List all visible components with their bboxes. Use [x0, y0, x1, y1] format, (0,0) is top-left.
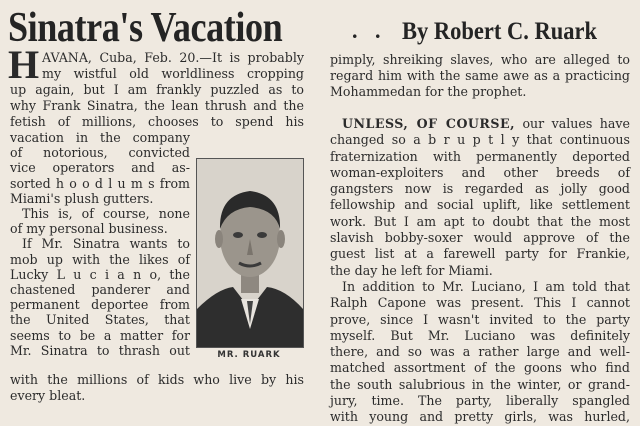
text-line: Lucky L u c i a n o, the [10, 266, 190, 282]
text-line: seems to be a matter for [10, 327, 190, 343]
text-line: chastened panderer and [10, 282, 190, 298]
text-line: fraternization with permanently deported [330, 148, 630, 164]
text-line: why Frank Sinatra, the lean thrush and the [10, 98, 304, 113]
text-line: woman-exploiters and other breeds of [330, 164, 630, 180]
text-line: pimply, shreiking slaves, who are alleged to [330, 52, 630, 67]
text-line: matched assortment of the goons who find [330, 360, 630, 376]
text-line: AVANA, Cuba, Feb. 20.—It is probably [42, 50, 304, 65]
subhead: UNLESS, OF COURSE, [342, 116, 515, 131]
column-1-top [42, 50, 304, 82]
drop-cap: H [8, 42, 40, 87]
text-line: If Mr. Sinatra wants to [22, 236, 190, 252]
text-line: the day he left for Miami. [330, 262, 493, 278]
text-line: with the millions of kids who live by his [10, 372, 304, 387]
text-line: This is, of course, none [22, 206, 190, 222]
text-line: sorted h o o d l u m s from [10, 175, 190, 191]
text-line: permanent deportee from [10, 297, 190, 313]
column-1-narrow [10, 130, 190, 358]
column-1-top-full [10, 82, 304, 130]
text-line [330, 116, 630, 132]
text-line: every bleat. [10, 388, 86, 403]
text-line: jury, time. The party, liberally spangled [330, 393, 630, 409]
text-line: vacation in the company [10, 130, 190, 145]
text-line: of my personal business. [10, 221, 168, 237]
text-line: fetish of millions, chooses to spend his [10, 114, 304, 129]
headline: Sinatra's Vacation [8, 5, 283, 51]
text-line: fellowship and social uplift, like settlement [330, 197, 630, 213]
text-line: work. But I am apt to doubt that the most [330, 213, 630, 229]
text-line: mob up with the likes of [10, 251, 190, 267]
text-line: up again, but I am frankly puzzled as to [10, 82, 304, 97]
text-line: gangsters now is regarded as jolly good [330, 181, 630, 197]
text-line: slavish bobby-soxer would approve of the [330, 230, 630, 246]
text-line: Miami's plush gutters. [10, 190, 154, 206]
column-2-intro [330, 52, 630, 100]
text-line: the United States, that [10, 312, 190, 328]
text-line: In addition to Mr. Luciano, I am told that [342, 278, 630, 294]
text-line: Mr. Sinatra to thrash out [10, 342, 190, 358]
text-line: with young and pretty girls, was hurled, [330, 409, 630, 425]
headline-dots: . . [352, 18, 387, 43]
column-2-body [330, 116, 630, 426]
text-line: there, and so was a rather large and well- [330, 344, 630, 360]
author-photo [196, 158, 304, 348]
text-line: myself. But Mr. Luciano was definitely [330, 327, 630, 343]
text-fragment: our values have [522, 116, 630, 131]
text-line: changed so a b r u p t l y that continuous [330, 132, 630, 148]
text-line: vice operators and as- [10, 160, 190, 176]
text-line: prove, since I wasn't invited to the party [330, 311, 630, 327]
portrait-image [197, 159, 303, 347]
column-1-bottom [10, 372, 304, 404]
byline: By Robert C. Ruark [402, 18, 598, 45]
text-line: Ralph Capone was present. This I cannot [330, 295, 630, 311]
photo-caption: MR. RUARK [217, 350, 281, 360]
text-line: regard him with the same awe as a practicing [330, 68, 630, 83]
text-line: the south salubrious in the winter, or grand- [330, 376, 630, 392]
text-line: guest list at a farewell party for Frankie, [330, 246, 630, 262]
text-line: Mohammedan for the prophet. [330, 84, 527, 99]
text-line: of notorious, convicted [10, 145, 190, 161]
text-line: my wistful old worldliness cropping [42, 66, 304, 81]
